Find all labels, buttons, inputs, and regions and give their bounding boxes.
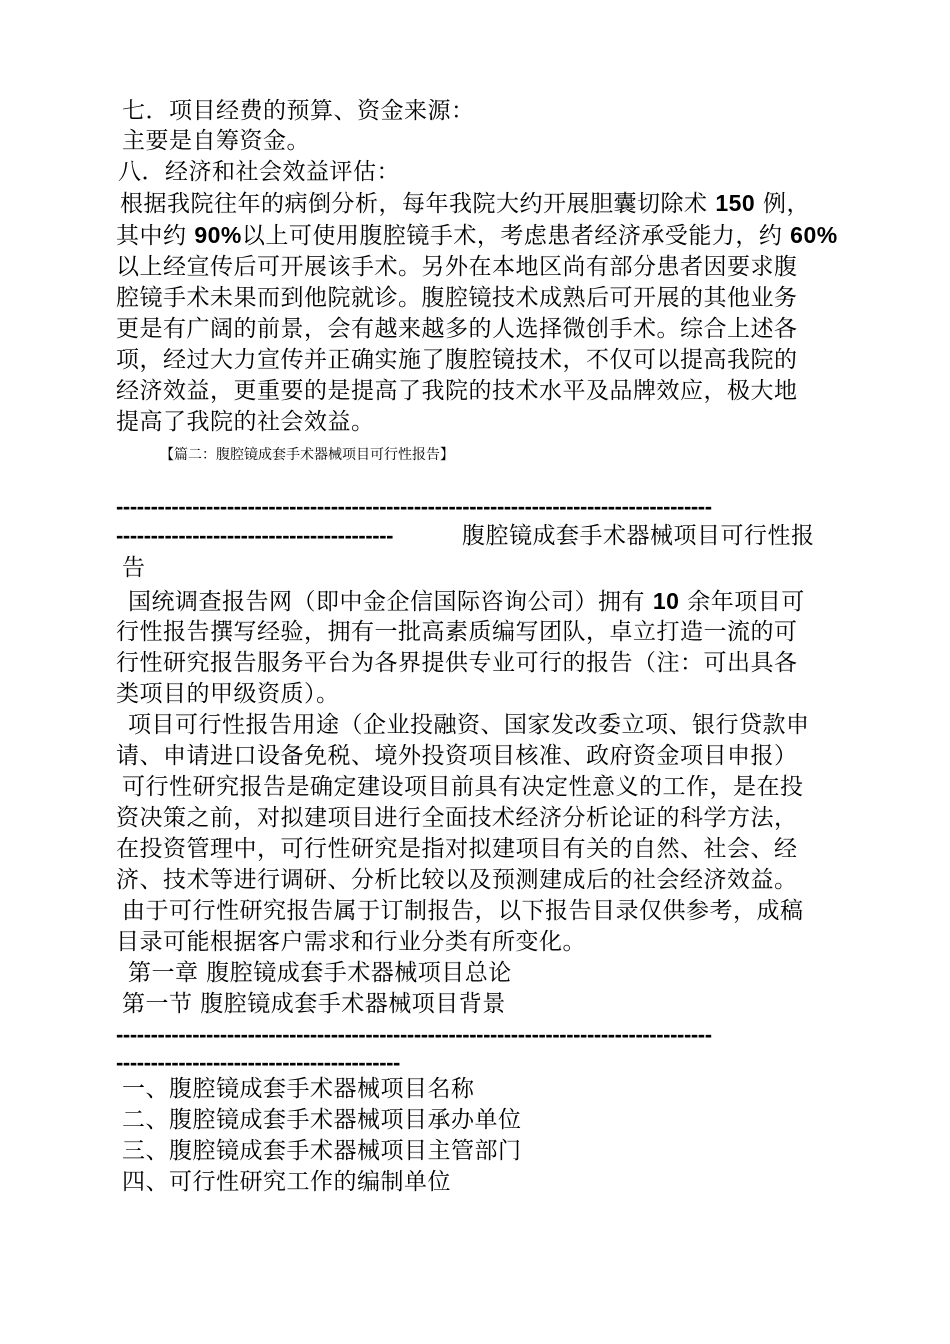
number-run: 60%: [790, 222, 838, 248]
paragraph-line: 更是有广阔的前景，会有越来越多的人选择微创手术。综合上述各: [116, 316, 798, 342]
toc-item: 二、腹腔镜成套手术器械项目承办单位: [122, 1107, 522, 1133]
paragraph-line: 类项目的甲级资质）。: [116, 681, 340, 707]
paragraph-line: 在投资管理中，可行性研究是指对拟建项目有关的自然、社会、经: [116, 836, 798, 862]
section-heading: 第一节 腹腔镜成套手术器械项目背景: [122, 991, 506, 1017]
number-run: 90%: [194, 222, 242, 248]
paragraph-line: 提高了我院的社会效益。: [116, 409, 375, 435]
paragraph-line: 请、申请进口设备免税、境外投资项目核准、政府资金项目申报）: [116, 743, 798, 769]
paragraph-line: 行性报告撰写经验，拥有一批高素质编写团队，卓立打造一流的可: [116, 619, 798, 645]
text-run: 根据我院往年的病倒分析，每年我院大约开展胆囊切除术: [120, 191, 716, 217]
toc-item: 三、腹腔镜成套手术器械项目主管部门: [122, 1138, 522, 1164]
paragraph-line: 项目可行性报告用途（企业投融资、国家发改委立项、银行贷款申: [128, 712, 810, 738]
paragraph-line: 行性研究报告服务平台为各界提供专业可行的报告（注：可出具各: [116, 650, 798, 676]
toc-item: 一、腹腔镜成套手术器械项目名称: [122, 1076, 475, 1102]
paragraph-line: 由于可行性研究报告属于订制报告，以下报告目录仅供参考，成稿: [122, 898, 804, 924]
paragraph-line: 腔镜手术未果而到他院就诊。腹腔镜技术成熟后可开展的其他业务: [116, 285, 798, 311]
toc-item: 四、可行性研究工作的编制单位: [122, 1169, 451, 1195]
divider-line: ----------------------------------------: [116, 523, 394, 548]
divider-line: --------------------------------------------------------------------------------------: [116, 494, 712, 519]
paragraph-line: 可行性研究报告是确定建设项目前具有决定性意义的工作，是在投: [122, 774, 804, 800]
article-title: 腹腔镜成套手术器械项目可行性报: [462, 523, 815, 549]
divider-line: --------------------------------------------------------------------------------------: [116, 1022, 712, 1047]
section-7-body: 主要是自筹资金。: [122, 128, 310, 154]
chapter-heading: 第一章 腹腔镜成套手术器械项目总论: [128, 960, 512, 986]
paragraph-line: 经济效益，更重要的是提高了我院的技术水平及品牌效应，极大地: [116, 378, 798, 404]
text-run: 以上可使用腹腔镜手术，考虑患者经济承受能力，约: [241, 223, 791, 249]
article-2-tag: 【篇二：腹腔镜成套手术器械项目可行性报告】: [160, 447, 454, 463]
section-8-heading: 八．经济和社会效益评估：: [118, 159, 400, 185]
text-run: 例，: [755, 191, 810, 217]
section-7-heading: 七．项目经费的预算、资金来源：: [122, 98, 475, 124]
paragraph-line: [128, 586, 848, 617]
text-run: 余年项目可: [679, 589, 805, 615]
paragraph-line: [120, 188, 840, 219]
paragraph-line: 目录可能根据客户需求和行业分类有所变化。: [116, 929, 586, 955]
paragraph-line: 项，经过大力宣传并正确实施了腹腔镜技术，不仅可以提高我院的: [116, 347, 798, 373]
paragraph-line: 济、技术等进行调研、分析比较以及预测建成后的社会经济效益。: [116, 867, 798, 893]
article-title-continued: 告: [122, 555, 146, 581]
number-run: 150: [715, 190, 756, 216]
divider-line: -----------------------------------------: [116, 1050, 400, 1075]
paragraph-line: [116, 220, 861, 251]
paragraph-line: 资决策之前，对拟建项目进行全面技术经济分析论证的科学方法，: [116, 805, 798, 831]
paragraph-line: 以上经宣传后可开展该手术。另外在本地区尚有部分患者因要求腹: [116, 254, 798, 280]
text-run: 国统调查报告网（即中金企信国际咨询公司）拥有: [128, 589, 653, 615]
number-run: 10: [652, 588, 680, 614]
text-run: 其中约: [116, 223, 195, 249]
